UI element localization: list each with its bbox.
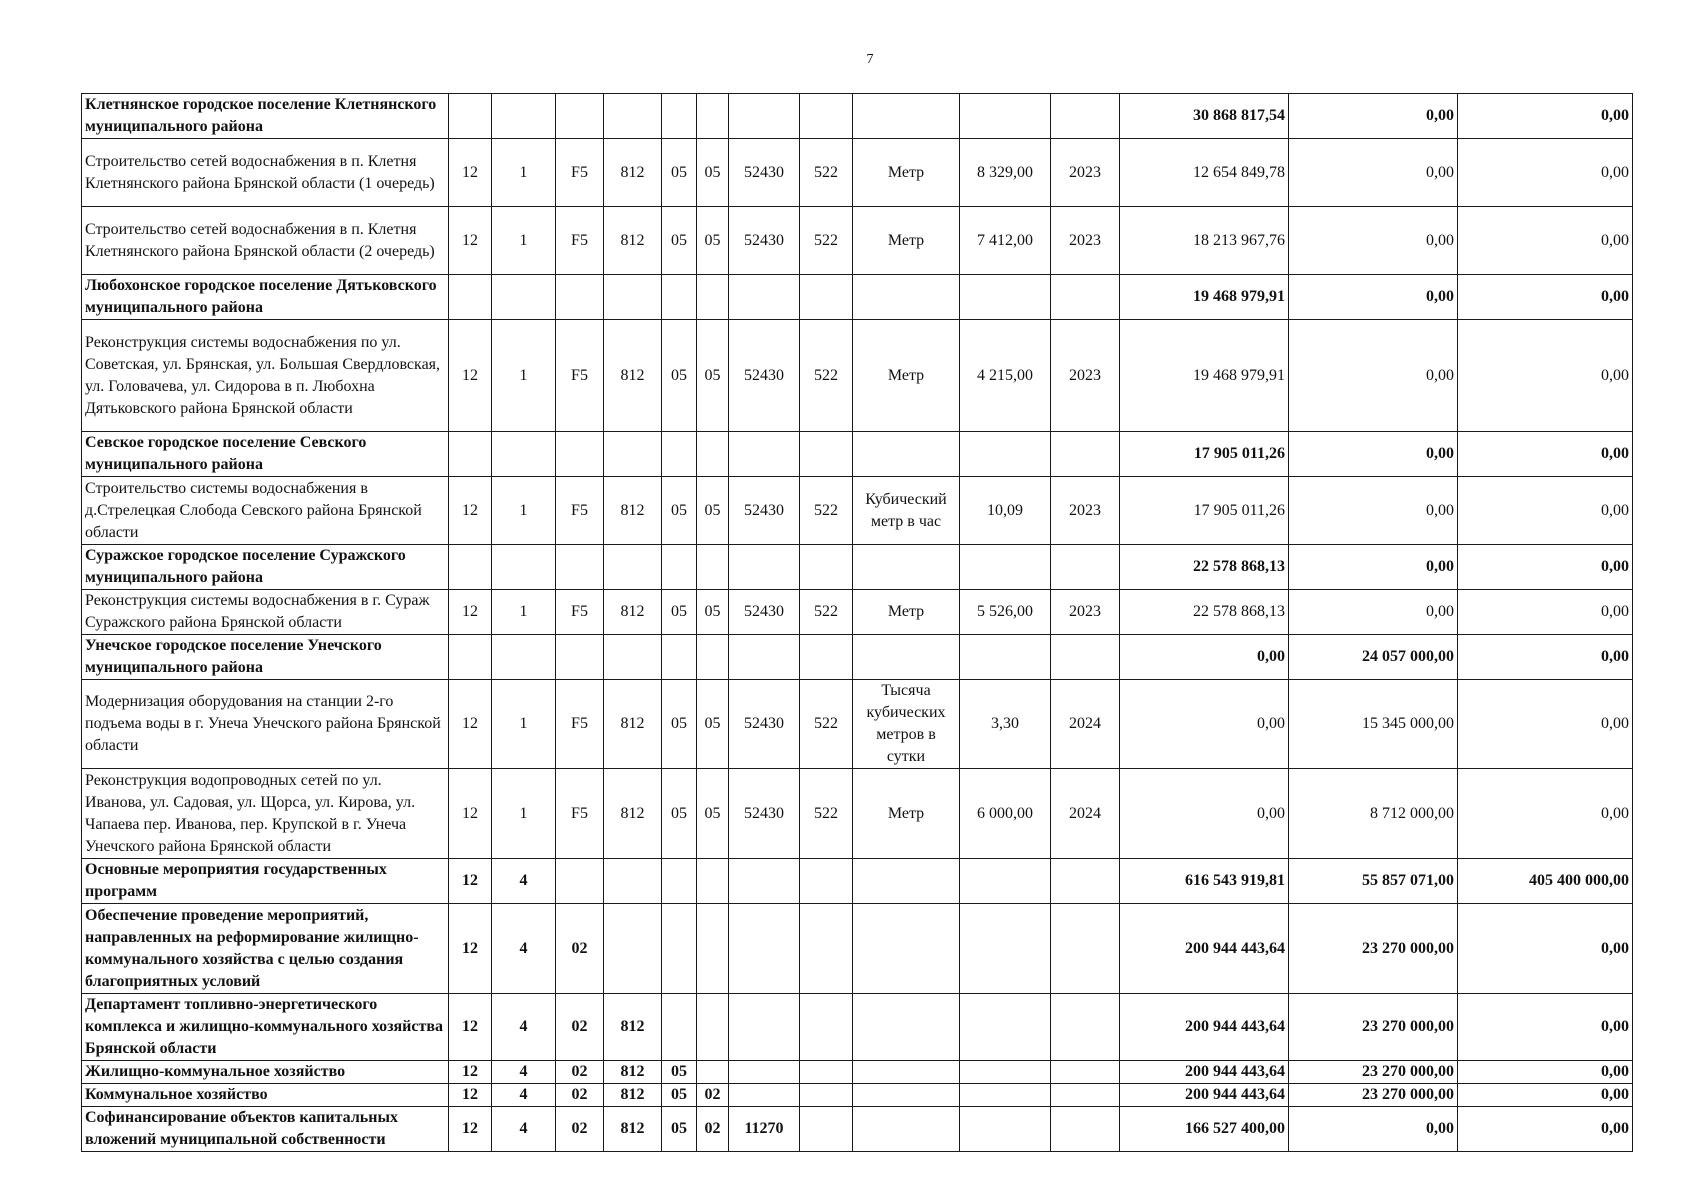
code-cell: 4 [492,1107,556,1152]
amount-2024-cell: 8 712 000,00 [1289,769,1458,859]
amount-2025-cell: 0,00 [1458,904,1633,994]
code-cell [604,635,662,680]
amount-2025-cell: 0,00 [1458,1107,1633,1152]
unit-cell [853,1061,960,1084]
unit-cell [853,275,960,320]
row-name: Основные мероприятия государственных программ [82,859,449,904]
code-cell [697,1061,729,1084]
code-cell [697,545,729,590]
amount-2025-cell: 0,00 [1458,320,1633,432]
code-cell [604,545,662,590]
row-name: Реконструкция системы водоснабжения в г. Сураж Суражского района Брянской области [82,590,449,635]
unit-cell [853,859,960,904]
code-cell: 52430 [729,769,800,859]
code-cell: 1 [492,590,556,635]
code-cell [662,432,697,477]
code-cell [604,432,662,477]
code-cell [729,635,800,680]
amount-2023-cell: 200 944 443,64 [1120,1061,1289,1084]
code-cell: F5 [556,320,604,432]
code-cell: 812 [604,477,662,545]
code-cell: 05 [662,1084,697,1107]
code-cell: 52430 [729,207,800,275]
code-cell [800,545,853,590]
code-cell [697,635,729,680]
year-cell [1051,1061,1120,1084]
code-cell: 05 [662,680,697,769]
quantity-cell [960,275,1051,320]
amount-2025-cell: 0,00 [1458,635,1633,680]
unit-cell: Метр [853,590,960,635]
quantity-cell [960,859,1051,904]
code-cell: 12 [449,320,492,432]
amount-2023-cell: 200 944 443,64 [1120,904,1289,994]
table-row [82,1107,1633,1152]
amount-2025-cell: 0,00 [1458,207,1633,275]
code-cell [800,94,853,139]
code-cell: 812 [604,1084,662,1107]
code-cell [556,859,604,904]
code-cell: F5 [556,769,604,859]
code-cell [800,275,853,320]
code-cell: 522 [800,139,853,207]
code-cell: 05 [662,477,697,545]
amount-2023-cell: 22 578 868,13 [1120,545,1289,590]
code-cell [729,545,800,590]
table-row [82,994,1633,1061]
code-cell: 02 [556,994,604,1061]
amount-2024-cell: 23 270 000,00 [1289,1084,1458,1107]
code-cell: F5 [556,590,604,635]
code-cell: 812 [604,320,662,432]
code-cell: 12 [449,769,492,859]
code-cell: 1 [492,139,556,207]
unit-cell: Метр [853,320,960,432]
code-cell [604,94,662,139]
code-cell: 11270 [729,1107,800,1152]
row-name: Жилищно-коммунальное хозяйство [82,1061,449,1084]
quantity-cell: 10,09 [960,477,1051,545]
quantity-cell: 6 000,00 [960,769,1051,859]
year-cell: 2023 [1051,477,1120,545]
code-cell: 4 [492,994,556,1061]
code-cell: 05 [662,207,697,275]
amount-2025-cell: 0,00 [1458,139,1633,207]
code-cell: 812 [604,769,662,859]
table-row [82,904,1633,994]
amount-2025-cell: 0,00 [1458,769,1633,859]
amount-2024-cell: 0,00 [1289,320,1458,432]
code-cell: 05 [697,590,729,635]
year-cell: 2023 [1051,590,1120,635]
code-cell: 522 [800,207,853,275]
table-row [82,635,1633,680]
amount-2025-cell: 0,00 [1458,1084,1633,1107]
amount-2024-cell: 24 057 000,00 [1289,635,1458,680]
quantity-cell [960,1107,1051,1152]
code-cell [729,1084,800,1107]
code-cell: 1 [492,320,556,432]
table-body [82,94,1633,1152]
code-cell: 02 [697,1084,729,1107]
amount-2024-cell: 0,00 [1289,139,1458,207]
amount-2023-cell: 17 905 011,26 [1120,477,1289,545]
code-cell [697,275,729,320]
row-name: Севское городское поселение Севского муниципального района [82,432,449,477]
code-cell [729,275,800,320]
amount-2023-cell: 0,00 [1120,769,1289,859]
table-row [82,477,1633,545]
code-cell [800,994,853,1061]
code-cell [800,1084,853,1107]
year-cell [1051,904,1120,994]
year-cell [1051,275,1120,320]
unit-cell [853,904,960,994]
amount-2024-cell: 0,00 [1289,94,1458,139]
code-cell [662,904,697,994]
code-cell: 522 [800,769,853,859]
code-cell: 52430 [729,320,800,432]
unit-cell [853,994,960,1061]
code-cell [662,545,697,590]
code-cell: 12 [449,1061,492,1084]
row-name: Модернизация оборудования на станции 2-го подъема воды в г. Унеча Унечского района Брянской области [82,680,449,769]
code-cell [729,432,800,477]
amount-2024-cell: 23 270 000,00 [1289,1061,1458,1084]
code-cell: 05 [662,769,697,859]
code-cell: 12 [449,859,492,904]
code-cell [800,432,853,477]
row-name: Любохонское городское поселение Дятьковского муниципального района [82,275,449,320]
code-cell [662,94,697,139]
amount-2024-cell: 0,00 [1289,275,1458,320]
quantity-cell [960,545,1051,590]
code-cell: 05 [697,680,729,769]
code-cell [800,1107,853,1152]
code-cell [662,275,697,320]
year-cell [1051,859,1120,904]
code-cell [662,859,697,904]
amount-2023-cell: 166 527 400,00 [1120,1107,1289,1152]
table-row [82,275,1633,320]
code-cell [492,635,556,680]
code-cell [492,275,556,320]
code-cell: 4 [492,904,556,994]
unit-cell: Тысяча кубических метров в сутки [853,680,960,769]
code-cell: 05 [662,1107,697,1152]
code-cell: 812 [604,680,662,769]
code-cell [800,859,853,904]
year-cell: 2023 [1051,139,1120,207]
year-cell [1051,1084,1120,1107]
amount-2025-cell: 0,00 [1458,545,1633,590]
code-cell: 02 [556,1107,604,1152]
unit-cell: Метр [853,139,960,207]
code-cell: F5 [556,207,604,275]
code-cell [729,1061,800,1084]
code-cell [492,94,556,139]
code-cell: 12 [449,1107,492,1152]
unit-cell [853,1107,960,1152]
code-cell: 12 [449,994,492,1061]
code-cell [449,275,492,320]
unit-cell: Метр [853,769,960,859]
code-cell [604,275,662,320]
code-cell [556,94,604,139]
code-cell [662,994,697,1061]
code-cell: F5 [556,477,604,545]
quantity-cell: 7 412,00 [960,207,1051,275]
amount-2024-cell: 0,00 [1289,477,1458,545]
amount-2024-cell: 0,00 [1289,1107,1458,1152]
amount-2023-cell: 12 654 849,78 [1120,139,1289,207]
quantity-cell: 3,30 [960,680,1051,769]
year-cell [1051,1107,1120,1152]
amount-2023-cell: 30 868 817,54 [1120,94,1289,139]
unit-cell: Метр [853,207,960,275]
code-cell: 05 [662,139,697,207]
amount-2023-cell: 19 468 979,91 [1120,320,1289,432]
code-cell [697,994,729,1061]
year-cell: 2023 [1051,320,1120,432]
row-name: Строительство системы водоснабжения в д.Стрелецкая Слобода Севского района Брянской области [82,477,449,545]
code-cell: 02 [556,1061,604,1084]
code-cell [697,94,729,139]
code-cell [800,904,853,994]
row-name: Строительство сетей водоснабжения в п. Клетня Клетнянского района Брянской области (1 очередь) [82,139,449,207]
amount-2024-cell: 55 857 071,00 [1289,859,1458,904]
code-cell: 812 [604,207,662,275]
code-cell [449,432,492,477]
code-cell: F5 [556,680,604,769]
code-cell: 12 [449,207,492,275]
row-name: Клетнянское городское поселение Клетнянского муниципального района [82,94,449,139]
year-cell: 2024 [1051,769,1120,859]
code-cell [800,1061,853,1084]
code-cell: 1 [492,680,556,769]
code-cell: 1 [492,207,556,275]
code-cell: 4 [492,1061,556,1084]
code-cell: 52430 [729,680,800,769]
table-row [82,680,1633,769]
code-cell [556,545,604,590]
table-row [82,432,1633,477]
unit-cell [853,1084,960,1107]
amount-2024-cell: 23 270 000,00 [1289,904,1458,994]
quantity-cell [960,432,1051,477]
amount-2024-cell: 0,00 [1289,207,1458,275]
year-cell [1051,94,1120,139]
amount-2025-cell: 0,00 [1458,994,1633,1061]
code-cell: 02 [556,1084,604,1107]
quantity-cell: 5 526,00 [960,590,1051,635]
amount-2024-cell: 0,00 [1289,432,1458,477]
code-cell [604,859,662,904]
code-cell: 05 [662,1061,697,1084]
code-cell: 12 [449,680,492,769]
amount-2024-cell: 15 345 000,00 [1289,680,1458,769]
table-row [82,207,1633,275]
unit-cell [853,635,960,680]
code-cell: 05 [662,590,697,635]
year-cell [1051,432,1120,477]
amount-2025-cell: 0,00 [1458,94,1633,139]
unit-cell [853,545,960,590]
amount-2023-cell: 0,00 [1120,680,1289,769]
code-cell [556,432,604,477]
code-cell [729,994,800,1061]
unit-cell [853,94,960,139]
amount-2023-cell: 200 944 443,64 [1120,1084,1289,1107]
code-cell: 812 [604,590,662,635]
row-name: Унечское городское поселение Унечского муниципального района [82,635,449,680]
code-cell: 52430 [729,139,800,207]
amount-2023-cell: 200 944 443,64 [1120,994,1289,1061]
code-cell [449,545,492,590]
unit-cell: Кубический метр в час [853,477,960,545]
code-cell: 05 [697,207,729,275]
code-cell: 12 [449,477,492,545]
code-cell [729,904,800,994]
amount-2025-cell: 0,00 [1458,477,1633,545]
row-name: Коммунальное хозяйство [82,1084,449,1107]
code-cell [697,904,729,994]
budget-table [81,93,1633,1152]
amount-2023-cell: 22 578 868,13 [1120,590,1289,635]
amount-2023-cell: 19 468 979,91 [1120,275,1289,320]
year-cell [1051,545,1120,590]
code-cell: 02 [697,1107,729,1152]
code-cell [556,275,604,320]
code-cell [449,94,492,139]
amount-2025-cell: 0,00 [1458,432,1633,477]
amount-2025-cell: 0,00 [1458,1061,1633,1084]
row-name: Суражское городское поселение Суражского муниципального района [82,545,449,590]
amount-2023-cell: 0,00 [1120,635,1289,680]
code-cell: 812 [604,1061,662,1084]
code-cell: 12 [449,904,492,994]
quantity-cell [960,994,1051,1061]
quantity-cell [960,1061,1051,1084]
code-cell: 1 [492,477,556,545]
year-cell [1051,635,1120,680]
code-cell: F5 [556,139,604,207]
page-number: 7 [866,52,874,67]
code-cell [729,94,800,139]
year-cell [1051,994,1120,1061]
amount-2023-cell: 17 905 011,26 [1120,432,1289,477]
code-cell [800,635,853,680]
code-cell: 812 [604,1107,662,1152]
code-cell [697,432,729,477]
code-cell [449,635,492,680]
code-cell: 4 [492,1084,556,1107]
code-cell: 522 [800,477,853,545]
code-cell: 05 [697,320,729,432]
table-row [82,1061,1633,1084]
table-row [82,139,1633,207]
amount-2024-cell: 0,00 [1289,545,1458,590]
amount-2024-cell: 0,00 [1289,590,1458,635]
amount-2023-cell: 18 213 967,76 [1120,207,1289,275]
table-row [82,1084,1633,1107]
code-cell: 12 [449,1084,492,1107]
code-cell: 812 [604,139,662,207]
row-name: Обеспечение проведение мероприятий, направленных на реформирование жилищно-коммунального хозяйства с целью создания благоприятных условий [82,904,449,994]
code-cell [729,859,800,904]
code-cell: 12 [449,590,492,635]
code-cell: 05 [697,477,729,545]
code-cell: 05 [697,139,729,207]
amount-2025-cell: 405 400 000,00 [1458,859,1633,904]
code-cell: 1 [492,769,556,859]
row-name: Софинансирование объектов капитальных вложений муниципальной собственности [82,1107,449,1152]
table-row [82,545,1633,590]
table-row [82,320,1633,432]
row-name: Строительство сетей водоснабжения в п. Клетня Клетнянского района Брянской области (2 очередь) [82,207,449,275]
quantity-cell: 8 329,00 [960,139,1051,207]
code-cell: 05 [662,320,697,432]
code-cell: 05 [697,769,729,859]
amount-2025-cell: 0,00 [1458,680,1633,769]
code-cell: 522 [800,680,853,769]
table-row [82,769,1633,859]
row-name: Реконструкция водопроводных сетей по ул. Иванова, ул. Садовая, ул. Щорса, ул. Кирова, ул. Чапаева пер. Иванова, пер. Крупской в г. Унеча Унечского района Брянской области [82,769,449,859]
quantity-cell [960,904,1051,994]
table-row [82,94,1633,139]
code-cell [662,635,697,680]
amount-2025-cell: 0,00 [1458,590,1633,635]
quantity-cell [960,635,1051,680]
quantity-cell [960,94,1051,139]
amount-2024-cell: 23 270 000,00 [1289,994,1458,1061]
code-cell: 52430 [729,477,800,545]
code-cell [604,904,662,994]
amount-2025-cell: 0,00 [1458,275,1633,320]
code-cell [697,859,729,904]
code-cell: 12 [449,139,492,207]
code-cell [556,635,604,680]
table-row [82,590,1633,635]
quantity-cell [960,1084,1051,1107]
code-cell [492,545,556,590]
quantity-cell: 4 215,00 [960,320,1051,432]
code-cell: 52430 [729,590,800,635]
year-cell: 2024 [1051,680,1120,769]
row-name: Реконструкция системы водоснабжения по ул. Советская, ул. Брянская, ул. Большая Свердловская, ул. Головачева, ул. Сидорова в п. Любохна Дятьковского района Брянской области [82,320,449,432]
code-cell: 522 [800,590,853,635]
code-cell [492,432,556,477]
amount-2023-cell: 616 543 919,81 [1120,859,1289,904]
row-name: Департамент топливно-энергетического комплекса и жилищно-коммунального хозяйства Брянской области [82,994,449,1061]
year-cell: 2023 [1051,207,1120,275]
code-cell: 4 [492,859,556,904]
table-row [82,859,1633,904]
code-cell: 812 [604,994,662,1061]
code-cell: 522 [800,320,853,432]
code-cell: 02 [556,904,604,994]
unit-cell [853,432,960,477]
